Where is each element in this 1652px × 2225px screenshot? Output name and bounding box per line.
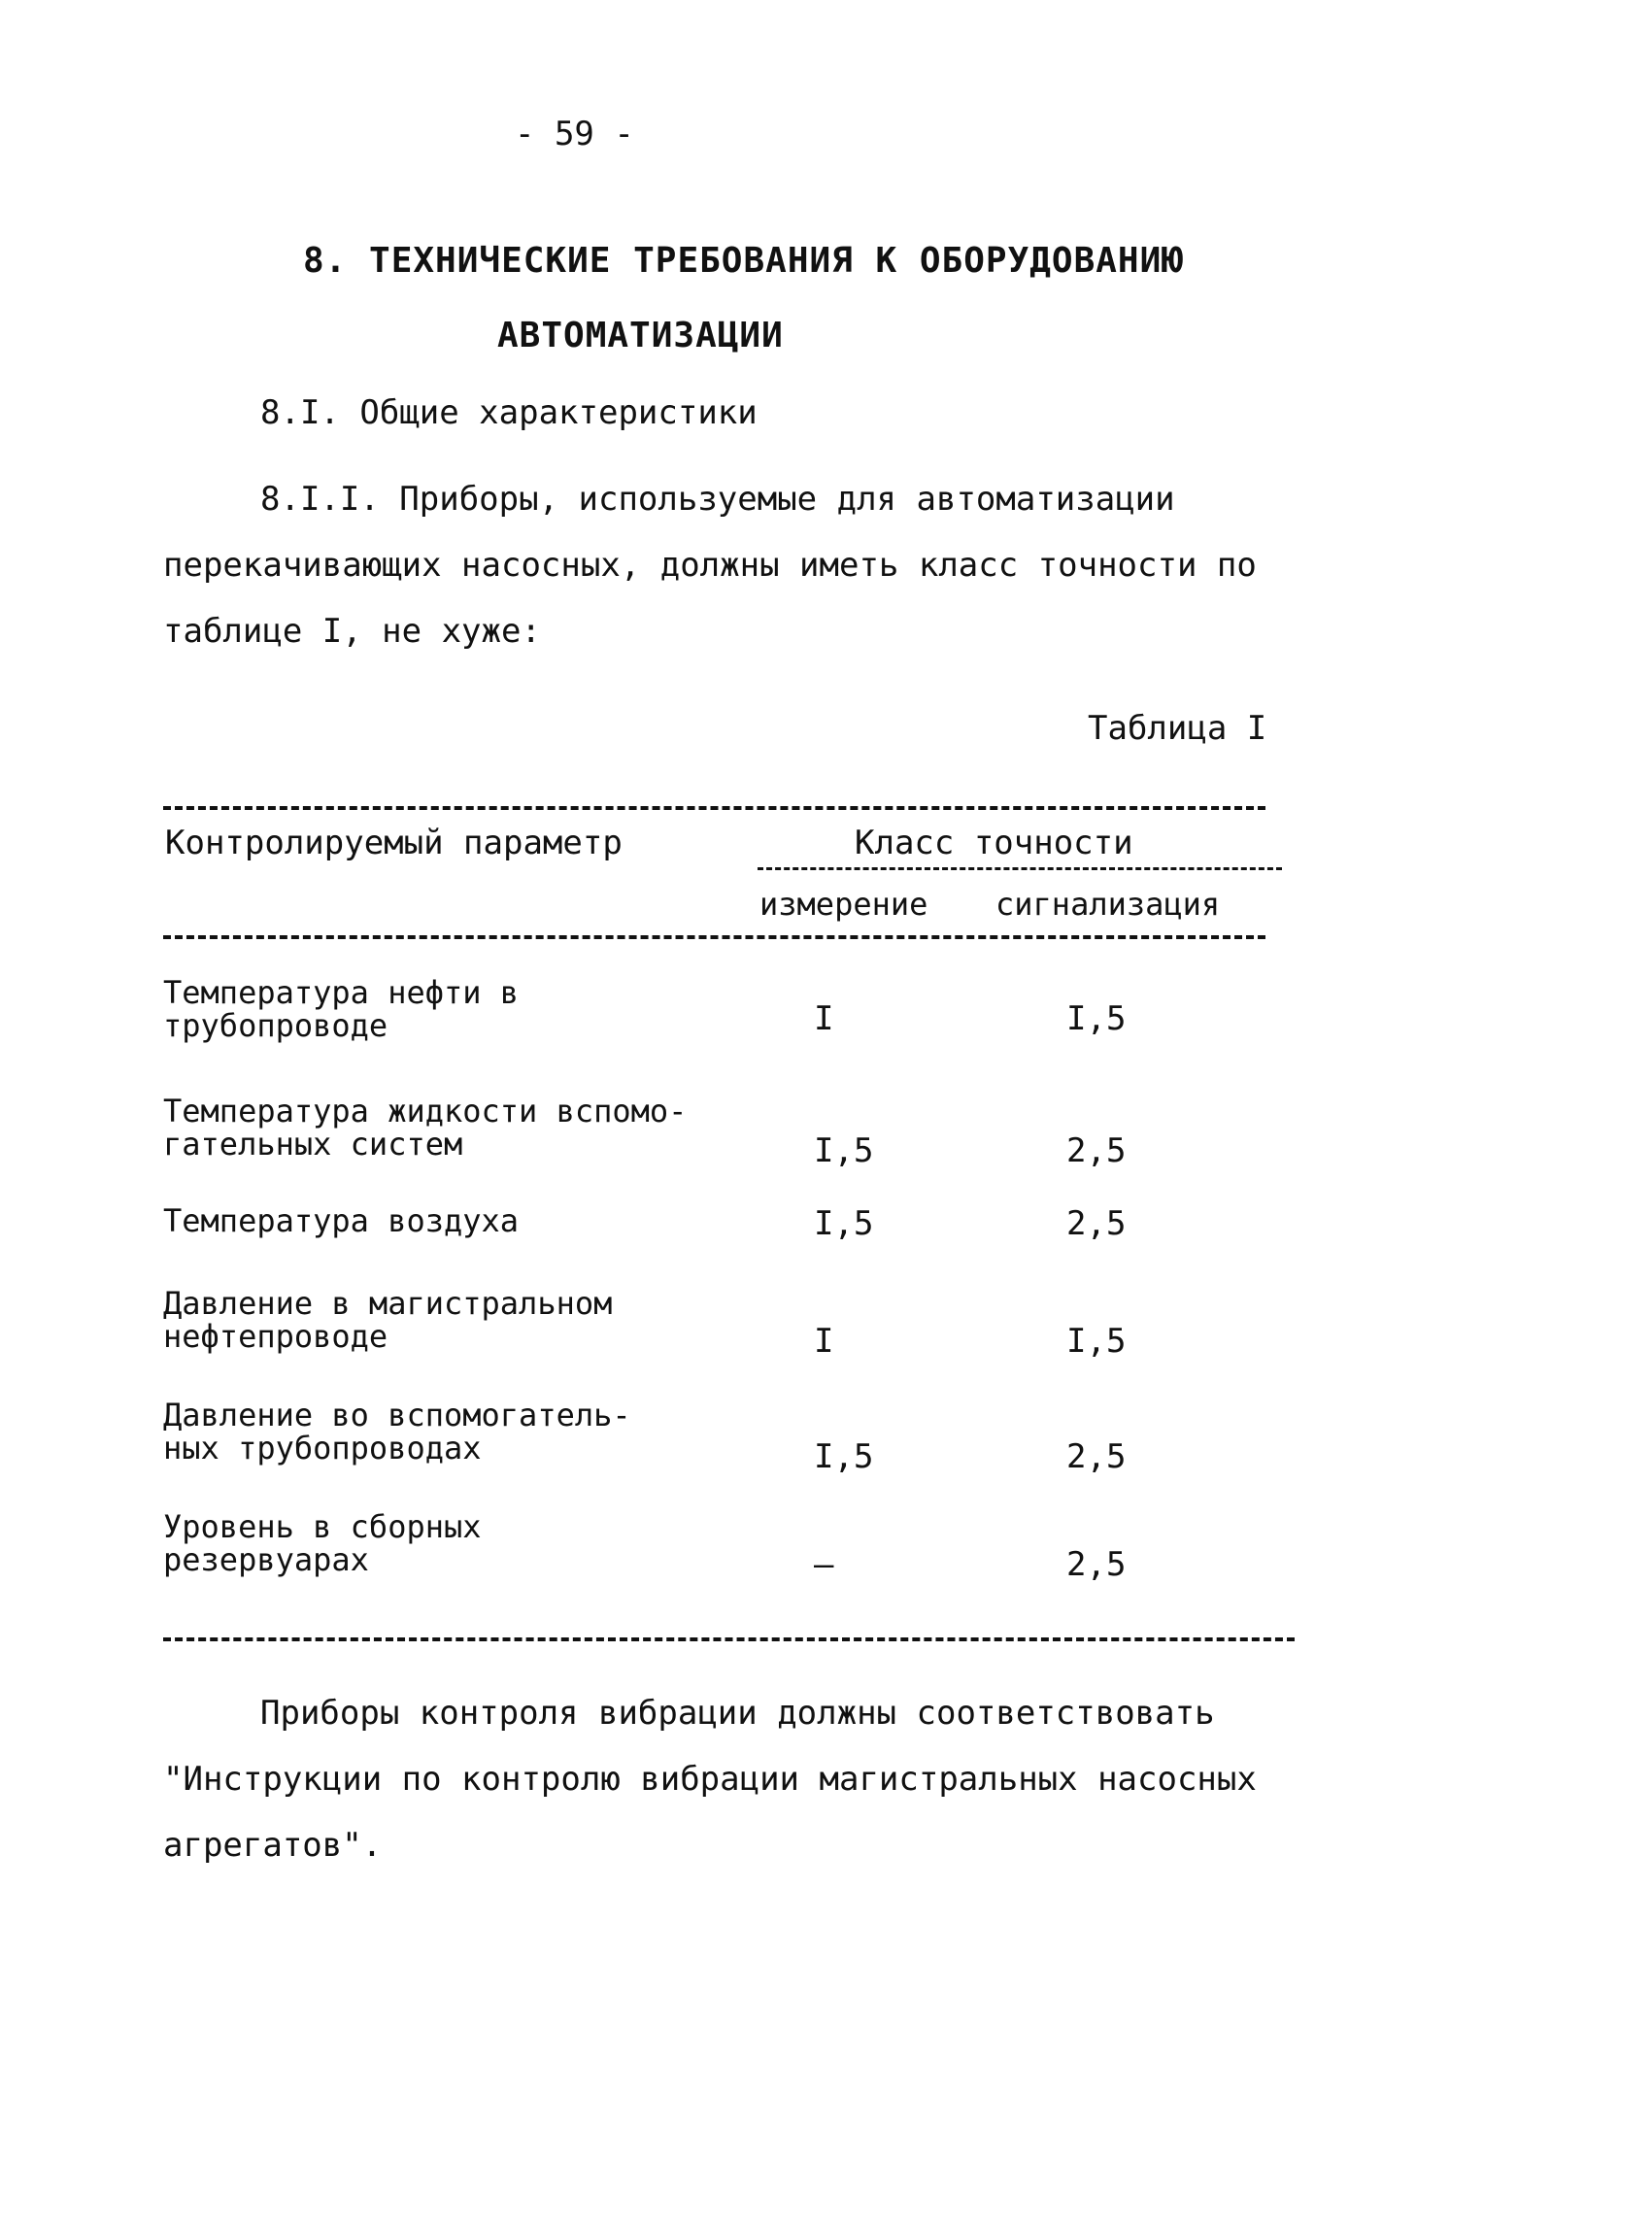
paragraph-vibration: Приборы контроля вибрации должны соответствовать "Инструкции по контролю вибрации магистральных насосных агрегатов". bbox=[163, 1694, 1257, 1865]
section-heading-continuation: АВТОМАТИЗАЦИИ bbox=[497, 316, 784, 355]
row-signaling-class: 2,5 bbox=[1066, 1437, 1127, 1476]
row-measurement-class: I bbox=[814, 999, 834, 1038]
row-measurement-class: I,5 bbox=[814, 1437, 874, 1476]
header-bottom-rule bbox=[163, 935, 1265, 939]
row-measurement-class: – bbox=[814, 1545, 834, 1584]
page-number: - 59 - bbox=[515, 115, 634, 153]
row-parameter: Давление во вспомогатель- ных трубопроводах bbox=[163, 1397, 631, 1466]
row-parameter: Уровень в сборных резервуарах bbox=[163, 1508, 482, 1578]
row-parameter: Температура воздуха bbox=[163, 1202, 520, 1239]
row-parameter: Температура жидкости вспомо- гательных систем bbox=[163, 1093, 688, 1163]
header-accuracy-class: Класс точности bbox=[855, 824, 1133, 862]
header-signaling: сигнализация bbox=[995, 886, 1221, 923]
row-measurement-class: I,5 bbox=[814, 1204, 874, 1243]
row-signaling-class: 2,5 bbox=[1066, 1131, 1127, 1170]
table-bottom-rule bbox=[163, 1637, 1295, 1641]
row-signaling-class: 2,5 bbox=[1066, 1204, 1127, 1243]
header-controlled-parameter: Контролируемый параметр bbox=[165, 824, 623, 862]
table-label: Таблица I bbox=[1088, 709, 1267, 748]
row-parameter: Температура нефти в трубопроводе bbox=[163, 974, 520, 1044]
table-top-rule bbox=[163, 806, 1265, 810]
row-signaling-class: I,5 bbox=[1066, 999, 1127, 1038]
paragraph-intro: 8.I.I. Приборы, используемые для автоматизации перекачивающих насосных, должны иметь класс точности по таблице I, не хуже: bbox=[163, 480, 1257, 651]
row-measurement-class: I,5 bbox=[814, 1131, 874, 1170]
subsection-title: 8.I. Общие характеристики bbox=[260, 393, 758, 432]
row-measurement-class: I bbox=[814, 1322, 834, 1361]
section-heading: 8. ТЕХНИЧЕСКИЕ ТРЕБОВАНИЯ К ОБОРУДОВАНИЮ bbox=[303, 241, 1184, 281]
header-subdivider-rule bbox=[758, 867, 1282, 870]
row-signaling-class: I,5 bbox=[1066, 1322, 1127, 1361]
row-signaling-class: 2,5 bbox=[1066, 1545, 1127, 1584]
row-parameter: Давление в магистральном нефтепроводе bbox=[163, 1285, 613, 1355]
header-measurement: измерение bbox=[759, 886, 928, 923]
